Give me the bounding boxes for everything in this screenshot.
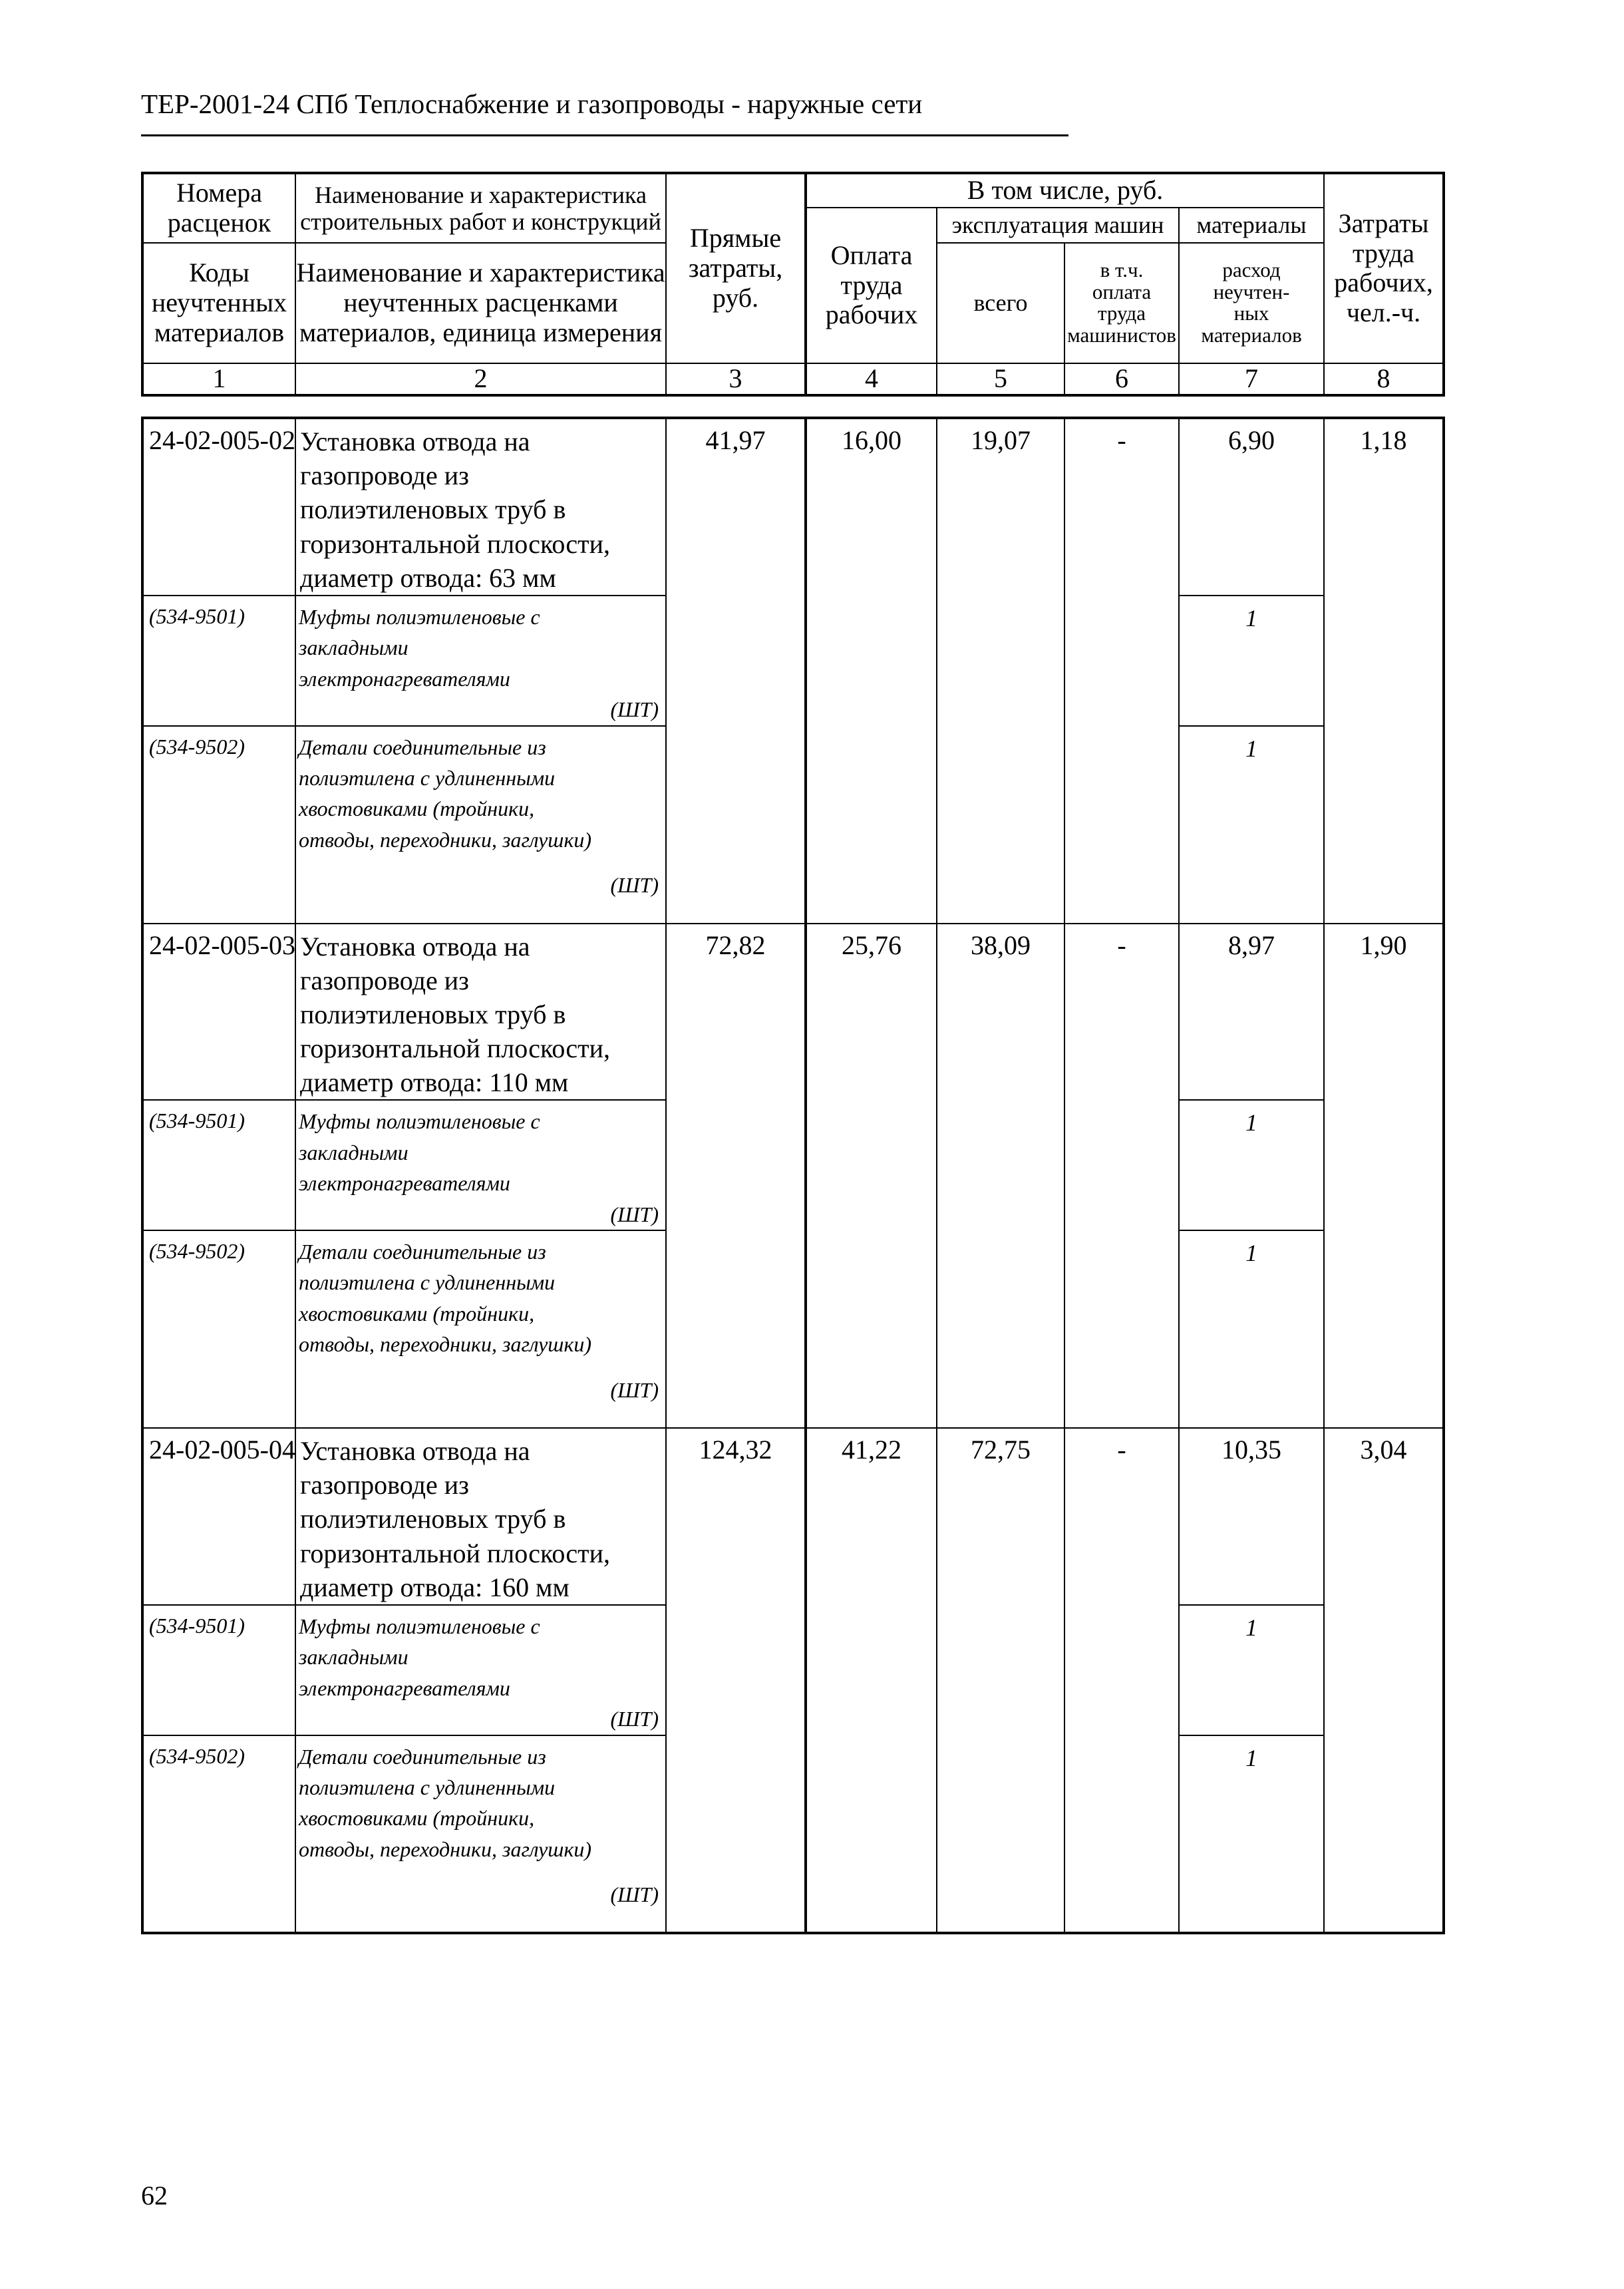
col3-header: Прямые затраты, руб. bbox=[666, 173, 806, 363]
labor-cost: 16,00 bbox=[806, 418, 937, 924]
materials-header: материалы bbox=[1179, 208, 1324, 242]
material-code: (534-9502) bbox=[142, 1230, 295, 1428]
operators-cost: - bbox=[1064, 1428, 1179, 1933]
direct-cost: 72,82 bbox=[666, 924, 806, 1429]
materials-cost: 6,90 bbox=[1179, 418, 1324, 596]
rate-code: 24-02-005-04 bbox=[142, 1428, 295, 1605]
title-rule bbox=[141, 134, 1068, 136]
col-number-1: 1 bbox=[142, 363, 295, 395]
material-name: Детали соединительные из полиэтилена с удлиненными хвостовиками (тройники, отводы, переходники, заглушки) (ШТ) bbox=[295, 726, 666, 924]
col4-header: Оплата труда рабочих bbox=[806, 208, 937, 363]
col-number-6: 6 bbox=[1064, 363, 1179, 395]
material-name: Муфты полиэтиленовые с закладными электронагревателями (ШТ) bbox=[295, 596, 666, 726]
labor-cost: 25,76 bbox=[806, 924, 937, 1429]
rate-name: Установка отвода на газопроводе из полиэтиленовых труб в горизонтальной плоскости, диаметр отвода: 110 мм bbox=[295, 924, 666, 1101]
machines-cost: 72,75 bbox=[937, 1428, 1064, 1933]
material-qty: 1 bbox=[1179, 1230, 1324, 1428]
col-number-3: 3 bbox=[666, 363, 806, 395]
material-code: (534-9501) bbox=[142, 1100, 295, 1230]
page-number: 62 bbox=[141, 2181, 168, 2210]
machines-cost: 19,07 bbox=[937, 418, 1064, 924]
material-unit: (ШТ) bbox=[610, 1882, 659, 1907]
col6-header: в т.ч. оплата труда машинистов bbox=[1064, 243, 1179, 363]
rate-name: Установка отвода на газопроводе из полиэтиленовых труб в горизонтальной плоскости, диаметр отвода: 63 мм bbox=[295, 418, 666, 596]
operators-cost: - bbox=[1064, 924, 1179, 1429]
col-number-5: 5 bbox=[937, 363, 1064, 395]
rate-code: 24-02-005-02 bbox=[142, 418, 295, 596]
col-number-4: 4 bbox=[806, 363, 937, 395]
rate-name: Установка отвода на газопроводе из полиэтиленовых труб в горизонтальной плоскости, диаметр отвода: 160 мм bbox=[295, 1428, 666, 1605]
material-qty: 1 bbox=[1179, 1100, 1324, 1230]
operators-cost: - bbox=[1064, 418, 1179, 924]
material-qty: 1 bbox=[1179, 726, 1324, 924]
labor-hours: 3,04 bbox=[1324, 1428, 1444, 1933]
material-unit: (ШТ) bbox=[610, 873, 659, 898]
machines-cost: 38,09 bbox=[937, 924, 1064, 1429]
direct-cost: 124,32 bbox=[666, 1428, 806, 1933]
labor-hours: 1,18 bbox=[1324, 418, 1444, 924]
material-code: (534-9501) bbox=[142, 596, 295, 726]
material-name: Муфты полиэтиленовые с закладными электронагревателями (ШТ) bbox=[295, 1605, 666, 1735]
direct-cost: 41,97 bbox=[666, 418, 806, 924]
material-qty: 1 bbox=[1179, 596, 1324, 726]
col2-header-top: Наименование и характеристика строительных работ и конструкций bbox=[295, 173, 666, 243]
col8-header: Затраты труда рабочих, чел.-ч. bbox=[1324, 173, 1444, 363]
material-unit: (ШТ) bbox=[610, 1377, 659, 1402]
col1-header-top: Номера расценок bbox=[142, 173, 295, 243]
material-name: Муфты полиэтиленовые с закладными электронагревателями (ШТ) bbox=[295, 1100, 666, 1230]
material-unit: (ШТ) bbox=[610, 1707, 659, 1731]
materials-cost: 8,97 bbox=[1179, 924, 1324, 1101]
col5-header: всего bbox=[937, 243, 1064, 363]
material-code: (534-9501) bbox=[142, 1605, 295, 1735]
col7-header: расход неучтен- ных материалов bbox=[1179, 243, 1324, 363]
material-name: Детали соединительные из полиэтилена с удлиненными хвостовиками (тройники, отводы, переходники, заглушки) (ШТ) bbox=[295, 1735, 666, 1933]
material-unit: (ШТ) bbox=[610, 697, 659, 722]
table-header bbox=[141, 172, 1445, 397]
table-body bbox=[141, 417, 1445, 1934]
material-unit: (ШТ) bbox=[610, 1202, 659, 1226]
material-qty: 1 bbox=[1179, 1735, 1324, 1933]
rate-code: 24-02-005-03 bbox=[142, 924, 295, 1101]
col2-header-bottom: Наименование и характеристика неучтенных расценками материалов, единица измерения bbox=[295, 243, 666, 363]
labor-cost: 41,22 bbox=[806, 1428, 937, 1933]
material-code: (534-9502) bbox=[142, 1735, 295, 1933]
col-number-7: 7 bbox=[1179, 363, 1324, 395]
col-number-8: 8 bbox=[1324, 363, 1444, 395]
col1-header-bottom: Коды неучтенных материалов bbox=[142, 243, 295, 363]
labor-hours: 1,90 bbox=[1324, 924, 1444, 1429]
col-number-2: 2 bbox=[295, 363, 666, 395]
materials-cost: 10,35 bbox=[1179, 1428, 1324, 1605]
table-row bbox=[142, 1428, 1444, 1605]
machines-header: эксплуатация машин bbox=[937, 208, 1179, 242]
material-name: Детали соединительные из полиэтилена с удлиненными хвостовиками (тройники, отводы, переходники, заглушки) (ШТ) bbox=[295, 1230, 666, 1428]
material-code: (534-9502) bbox=[142, 726, 295, 924]
table-row bbox=[142, 418, 1444, 596]
table-row bbox=[142, 924, 1444, 1101]
group-header: В том числе, руб. bbox=[806, 173, 1324, 208]
material-qty: 1 bbox=[1179, 1605, 1324, 1735]
page-title: ТЕР-2001-24 СПб Теплоснабжение и газопроводы - наружные сети bbox=[141, 88, 923, 119]
